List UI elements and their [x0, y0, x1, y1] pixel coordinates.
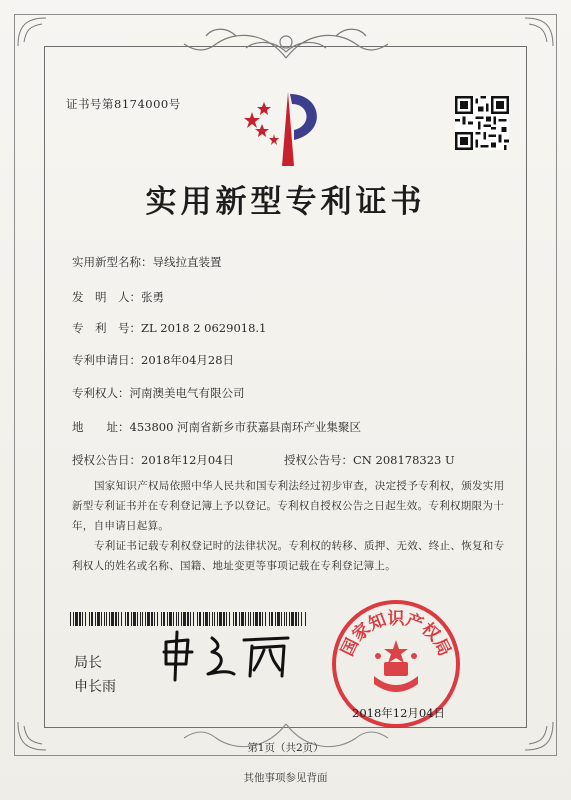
field-value: 河南澳美电气有限公司 [129, 386, 245, 400]
field-value: 2018年04月28日 [141, 353, 235, 367]
paragraph-legal-status: 专利证书记载专利权登记时的法律状况。专利权的转移、质押、无效、终止、恢复和专利权人的姓名或名称、国籍、地址变更等事项记载在专利登记簿上。 [72, 540, 505, 572]
top-ornament [176, 22, 396, 62]
field-label: 专利申请日： [72, 353, 141, 367]
field-address [72, 419, 361, 435]
patent-office-logo [244, 84, 330, 170]
back-note: 其他事项参见背面 [243, 772, 328, 784]
director-title: 局长 [74, 655, 102, 671]
corner-ornament-tl [16, 16, 50, 50]
field-patentee [72, 385, 245, 401]
field-label: 发 明 人： [72, 290, 141, 304]
field-application-date [72, 352, 234, 368]
field-label: 授权公告日： [72, 453, 141, 467]
field-value: 张勇 [141, 290, 164, 304]
field-patent-number [72, 320, 266, 336]
field-label: 专 利 号： [72, 321, 141, 335]
field-value: 453800 河南省新乡市获嘉县南环产业集聚区 [129, 420, 362, 434]
field-inventor [72, 289, 164, 305]
corner-ornament-tr [521, 16, 555, 50]
seal-date: 2018年12月04日 [352, 706, 446, 720]
field-grant-date [72, 452, 234, 468]
director-name: 申长雨 [74, 679, 116, 695]
seal-text: 国家知识产权局 [337, 609, 455, 660]
field-value: 2018年12月04日 [141, 453, 235, 467]
barcode [70, 612, 306, 626]
field-value: CN 208178323 U [353, 453, 455, 467]
field-label: 地 址： [72, 420, 130, 434]
field-label: 授权公告号： [284, 453, 353, 467]
director-signature [160, 630, 296, 684]
field-utility-model-name [72, 254, 222, 270]
field-grant-number [284, 452, 455, 468]
field-value: ZL 2018 2 0629018.1 [141, 321, 267, 335]
certificate-title: 实用新型专利证书 [145, 184, 426, 220]
certificate-number: 证书号第8174000号 [66, 97, 181, 111]
field-label: 实用新型名称： [72, 255, 153, 269]
field-value: 导线拉直装置 [152, 255, 222, 269]
page-number: 第1页（共2页） [247, 742, 324, 754]
qr-code [455, 96, 509, 150]
paragraph-grant: 国家知识产权局依照中华人民共和国专利法经过初步审查，决定授予专利权，颁发实用新型专利证书并在专利登记簿上予以登记。专利权自授权公告之日起生效。专利权期限为十年，自申请日起算。 [72, 480, 505, 532]
field-label: 专利权人： [72, 386, 130, 400]
